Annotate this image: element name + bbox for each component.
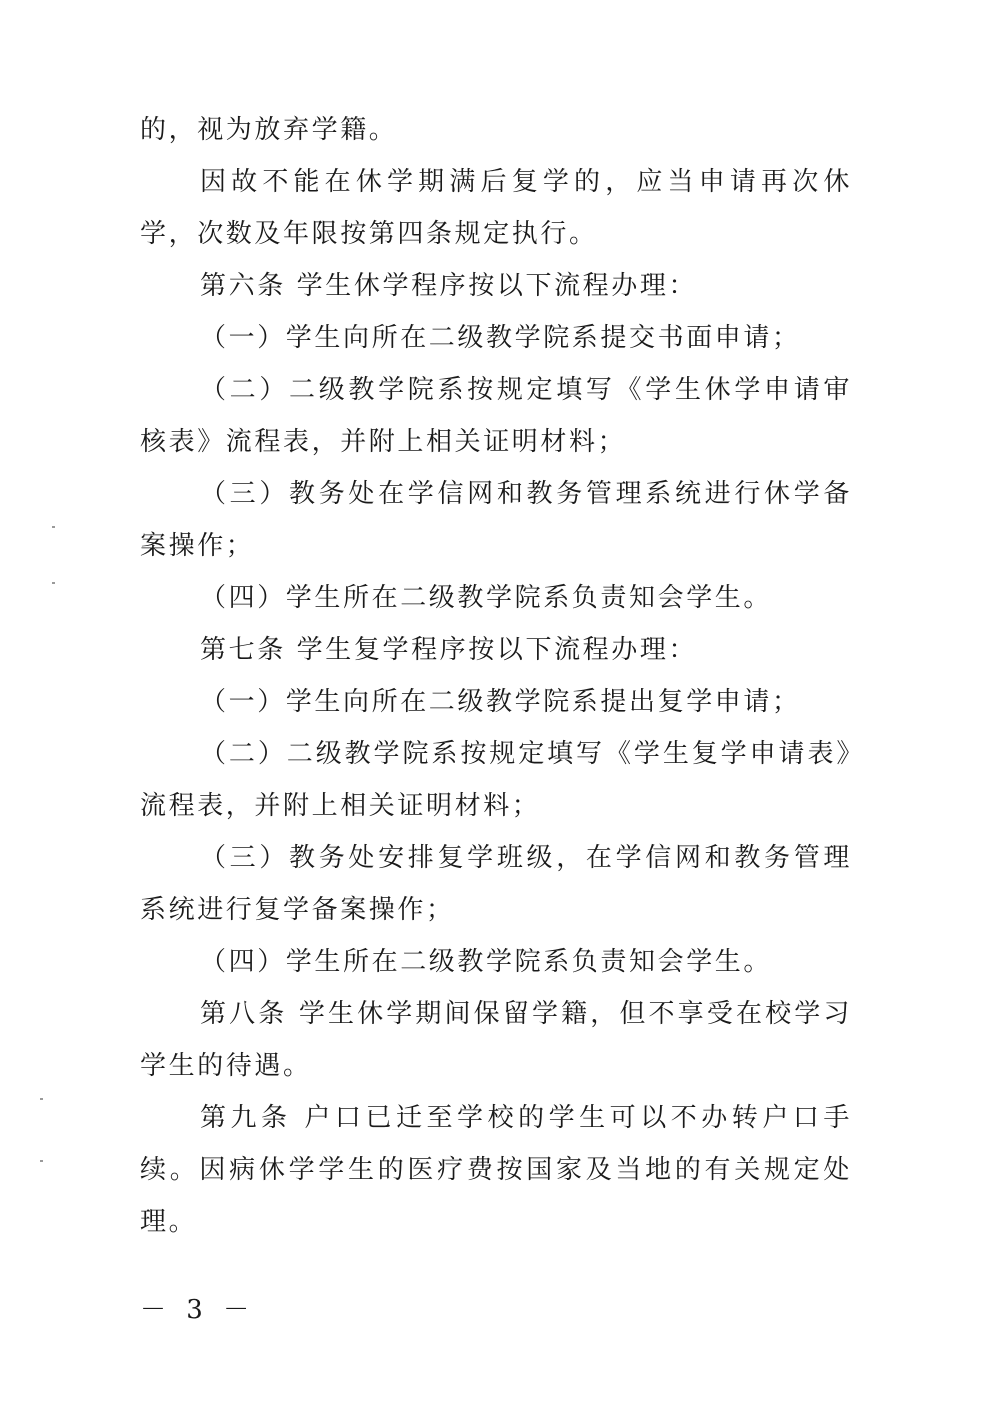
article-8: 第八条 学生休学期间保留学籍，但不享受在校学习学生的待遇。 xyxy=(140,999,852,1081)
article-6-step-1: （一）学生向所在二级教学院系提交书面申请； xyxy=(200,323,801,353)
page-number: － 3 － xyxy=(140,1295,256,1325)
article-6-step-4: （四）学生所在二级教学院系负责知会学生。 xyxy=(200,583,773,613)
article-7-step-4: （四）学生所在二级教学院系负责知会学生。 xyxy=(200,947,773,977)
document-body xyxy=(140,104,852,1248)
scan-speck xyxy=(52,582,55,584)
scan-speck xyxy=(52,526,55,528)
paragraph-continuation: 的，视为放弃学籍。 xyxy=(140,115,398,145)
article-7-step-1: （一）学生向所在二级教学院系提出复学申请； xyxy=(200,687,801,717)
article-7-heading: 第七条 学生复学程序按以下流程办理： xyxy=(200,635,698,665)
scan-speck xyxy=(40,1098,43,1100)
article-6-step-2: （二）二级教学院系按规定填写《学生休学申请审核表》流程表，并附上相关证明材料； xyxy=(140,375,852,457)
article-9: 第九条 户口已迁至学校的学生可以不办转户口手续。因病休学学生的医疗费按国家及当地的有关规定处理。 xyxy=(140,1103,852,1237)
article-6-heading: 第六条 学生休学程序按以下流程办理： xyxy=(200,271,698,301)
scan-speck xyxy=(40,1160,43,1162)
article-7-step-2: （二）二级教学院系按规定填写《学生复学申请表》流程表，并附上相关证明材料； xyxy=(140,739,852,821)
article-6-step-3: （三）教务处在学信网和教务管理系统进行休学备案操作； xyxy=(140,479,852,561)
paragraph-resumption-delay: 因故不能在休学期满后复学的，应当申请再次休学，次数及年限按第四条规定执行。 xyxy=(140,167,852,249)
article-7-step-3: （三）教务处安排复学班级，在学信网和教务管理系统进行复学备案操作； xyxy=(140,843,852,925)
